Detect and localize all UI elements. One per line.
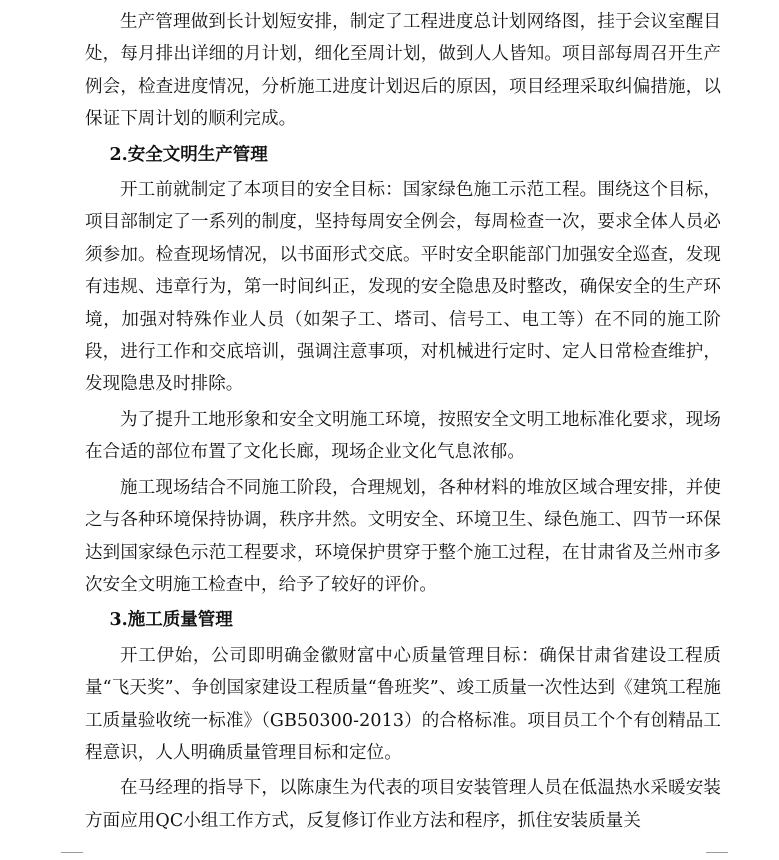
paragraph-site-layout: 施工现场结合不同施工阶段，合理规划，各种材料的堆放区域合理安排，并使之与各种环境保持协调，秩序井然。文明安全、环境卫生、绿色施工、四节一环保达到国家绿色示范工程要求，环境保护贯穿于整个施工过程，在甘肃省及兰州市多次安全文明施工检查中，给予了较好的评价。 <box>85 477 721 595</box>
document-page <box>85 0 721 840</box>
page-corner-mark-right <box>706 852 728 853</box>
paragraph-safety-goal: 开工前就制定了本项目的安全目标：国家绿色施工示范工程。围绕这个目标，项目部制定了一系列的制度，坚持每周安全例会，每周检查一次，要求全体人员必须参加。检查现场情况，以书面形式交底。平时安全职能部门加强安全巡查，发现有违规、违章行为，第一时间纠正，发现的安全隐患及时整改，确保安全的生产环境，加强对特殊作业人员（如架子工、塔司、信号工、电工等）在不同的施工阶段，进行工作和交底培训，强调注意事项，对机械进行定时、定人日常检查维护，发现隐患及时排除。 <box>85 180 721 395</box>
paragraph-production-management: 生产管理做到长计划短安排，制定了工程进度总计划网络图，挂于会议室醒目处，每月排出详细的月计划，细化至周计划，做到人人皆知。项目部每周召开生产例会，检查进度情况，分析施工进度计划迟后的原因，项目经理采取纠偏措施，以保证下周计划的顺利完成。 <box>85 12 721 130</box>
paragraph-quality-goal: 开工伊始，公司即明确金徽财富中心质量管理目标：确保甘肃省建设工程质量“飞天奖”、争创国家建设工程质量“鲁班奖”、竣工质量一次性达到《建筑工程施工质量验收统一标准》（GB50300-2013）的合格标准。项目员工个个有创精品工程意识，人人明确质量管理目标和定位。 <box>85 645 721 763</box>
section-heading-safety: 2.安全文明生产管理 <box>109 144 268 165</box>
paragraph-qc-group: 在马经理的指导下，以陈康生为代表的项目安装管理人员在低温热水采暖安装方面应用QC小组工作方式，反复修订作业方法和程序，抓住安装质量关 <box>85 778 721 831</box>
page-corner-mark-left <box>61 852 83 853</box>
section-heading-quality: 3.施工质量管理 <box>109 610 233 631</box>
paragraph-site-image: 为了提升工地形象和安全文明施工环境，按照安全文明工地标准化要求，现场在合适的部位布置了文化长廊，现场企业文化气息浓郁。 <box>85 409 721 463</box>
